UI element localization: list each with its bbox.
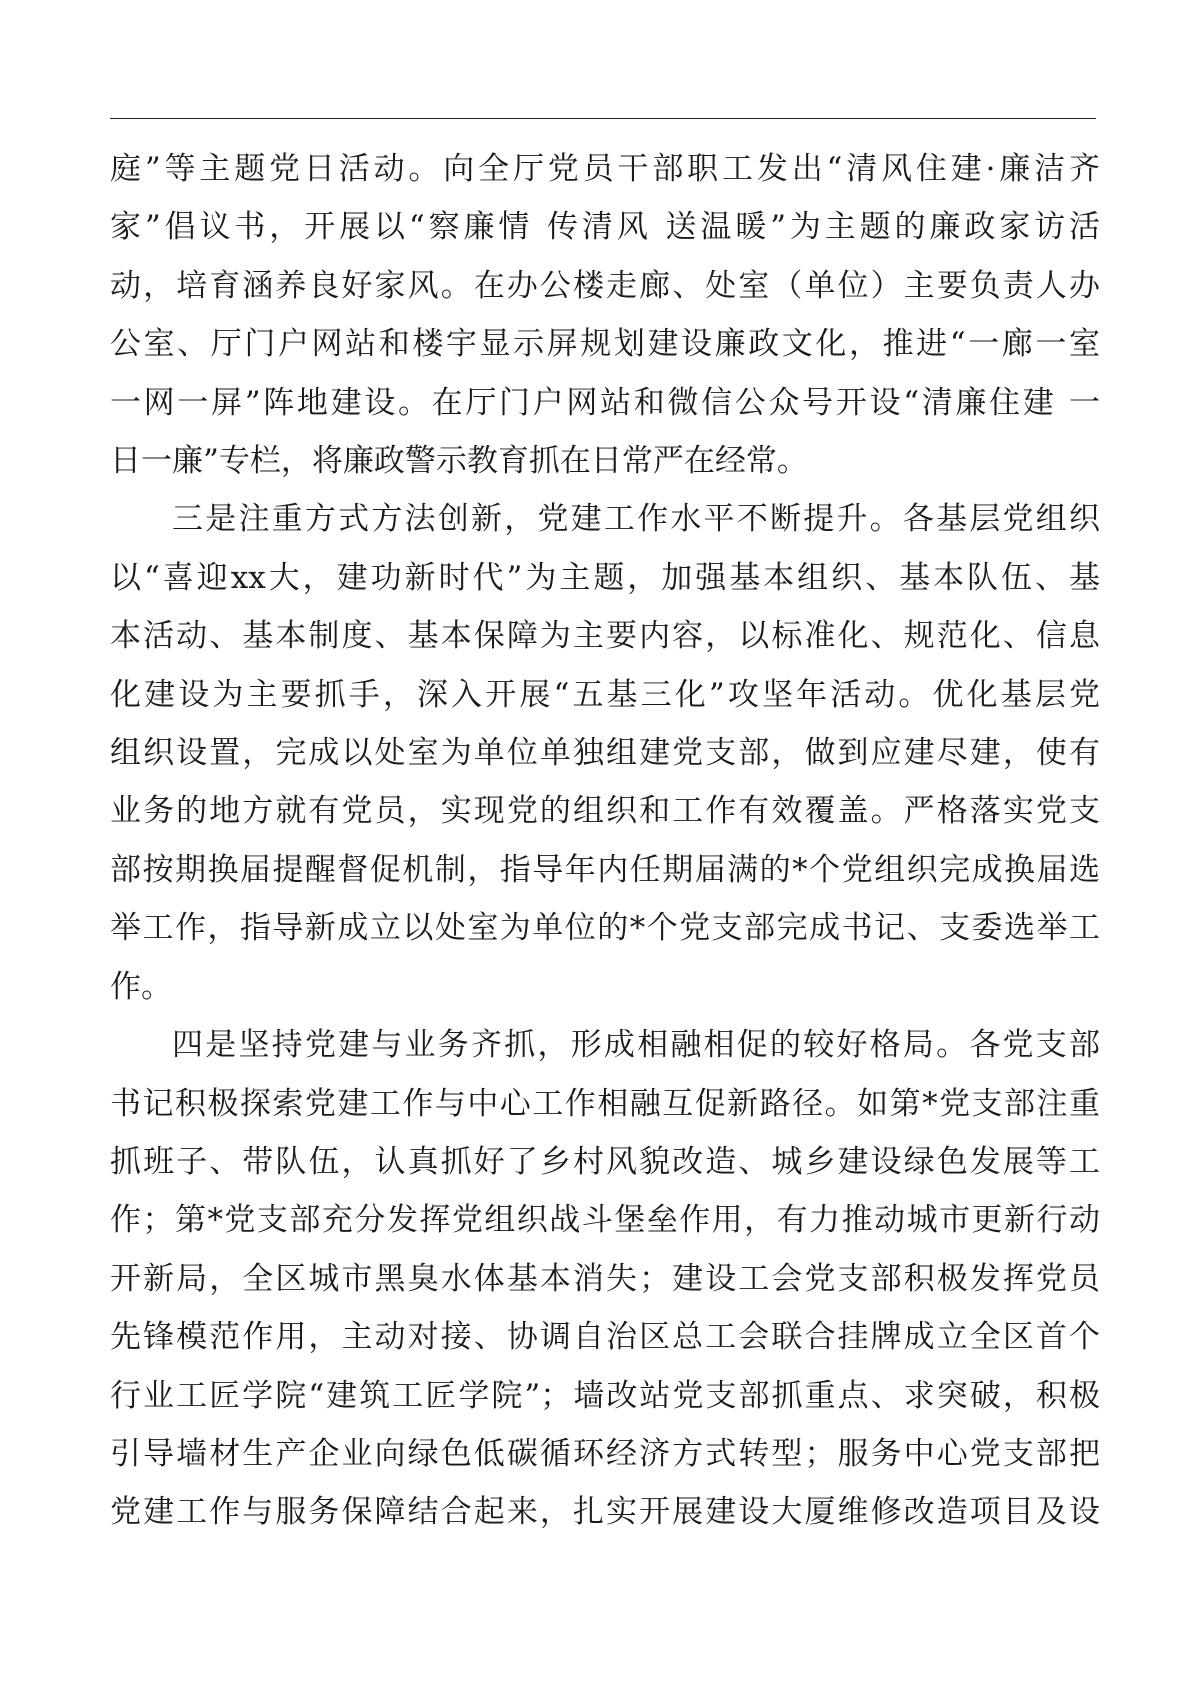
paragraph-line: 引导墙材生产企业向绿色低碳循环经济方式转型；服务中心党支部把 bbox=[110, 1435, 1100, 1472]
paragraph-line: 动，培育涵养良好家风。在办公楼走廊、处室（单位）主要负责人办 bbox=[110, 267, 1100, 304]
paragraph-line: 家”倡议书，开展以“察廉情 传清风 送温暖”为主题的廉政家访活 bbox=[110, 209, 1100, 246]
paragraph-line: 业务的地方就有党员，实现党的组织和工作有效覆盖。严格落实党支 bbox=[110, 793, 1100, 830]
paragraph-line: 化建设为主要抓手，深入开展“五基三化”攻坚年活动。优化基层党 bbox=[110, 676, 1100, 713]
paragraph-2 bbox=[110, 490, 1100, 1016]
paragraph-line: 举工作，指导新成立以处室为单位的*个党支部完成书记、支委选举工 bbox=[110, 910, 1100, 947]
paragraph-line: 抓班子、带队伍，认真抓好了乡村风貌改造、城乡建设绿色发展等工 bbox=[110, 1143, 1100, 1180]
paragraph-1 bbox=[110, 140, 1100, 490]
paragraph-3 bbox=[110, 1016, 1100, 1542]
paragraph-line: 书记积极探索党建工作与中心工作相融互促新路径。如第*党支部注重 bbox=[110, 1085, 1100, 1122]
paragraph-line: 三是注重方式方法创新，党建工作水平不断提升。各基层党组织 bbox=[172, 501, 1100, 538]
header-rule bbox=[110, 118, 1096, 119]
paragraph-line: 行业工匠学院“建筑工匠学院”；墙改站党支部抓重点、求突破，积极 bbox=[110, 1377, 1100, 1414]
paragraph-line: 公室、厅门户网站和楼宇显示屏规划建设廉政文化，推进“一廊一室 bbox=[110, 326, 1100, 363]
paragraph-line: 先锋模范作用，主动对接、协调自治区总工会联合挂牌成立全区首个 bbox=[110, 1319, 1100, 1356]
document-body bbox=[110, 140, 1100, 1542]
paragraph-line: 一网一屏”阵地建设。在厅门户网站和微信公众号开设“清廉住建 一 bbox=[110, 384, 1100, 421]
paragraph-line: 本活动、基本制度、基本保障为主要内容，以标准化、规范化、信息 bbox=[110, 618, 1100, 655]
paragraph-line: 四是坚持党建与业务齐抓，形成相融相促的较好格局。各党支部 bbox=[172, 1027, 1100, 1064]
paragraph-line: 庭”等主题党日活动。向全厅党员干部职工发出“清风住建·廉洁齐 bbox=[110, 151, 1100, 187]
paragraph-line: 党建工作与服务保障结合起来，扎实开展建设大厦维修改造项目及设 bbox=[110, 1494, 1100, 1531]
paragraph-line: 作。 bbox=[110, 968, 172, 1005]
paragraph-line: 开新局，全区城市黑臭水体基本消失；建设工会党支部积极发挥党员 bbox=[110, 1260, 1100, 1297]
paragraph-line: 日一廉”专栏，将廉政警示教育抓在日常严在经常。 bbox=[110, 443, 808, 480]
paragraph-line: 组织设置，完成以处室为单位单独组建党支部，做到应建尽建，使有 bbox=[110, 735, 1100, 772]
paragraph-line: 以“喜迎xx大，建功新时代”为主题，加强基本组织、基本队伍、基 bbox=[110, 559, 1100, 596]
paragraph-line: 作；第*党支部充分发挥党组织战斗堡垒作用，有力推动城市更新行动 bbox=[110, 1202, 1100, 1239]
paragraph-line: 部按期换届提醒督促机制，指导年内任期届满的*个党组织完成换届选 bbox=[110, 851, 1100, 888]
